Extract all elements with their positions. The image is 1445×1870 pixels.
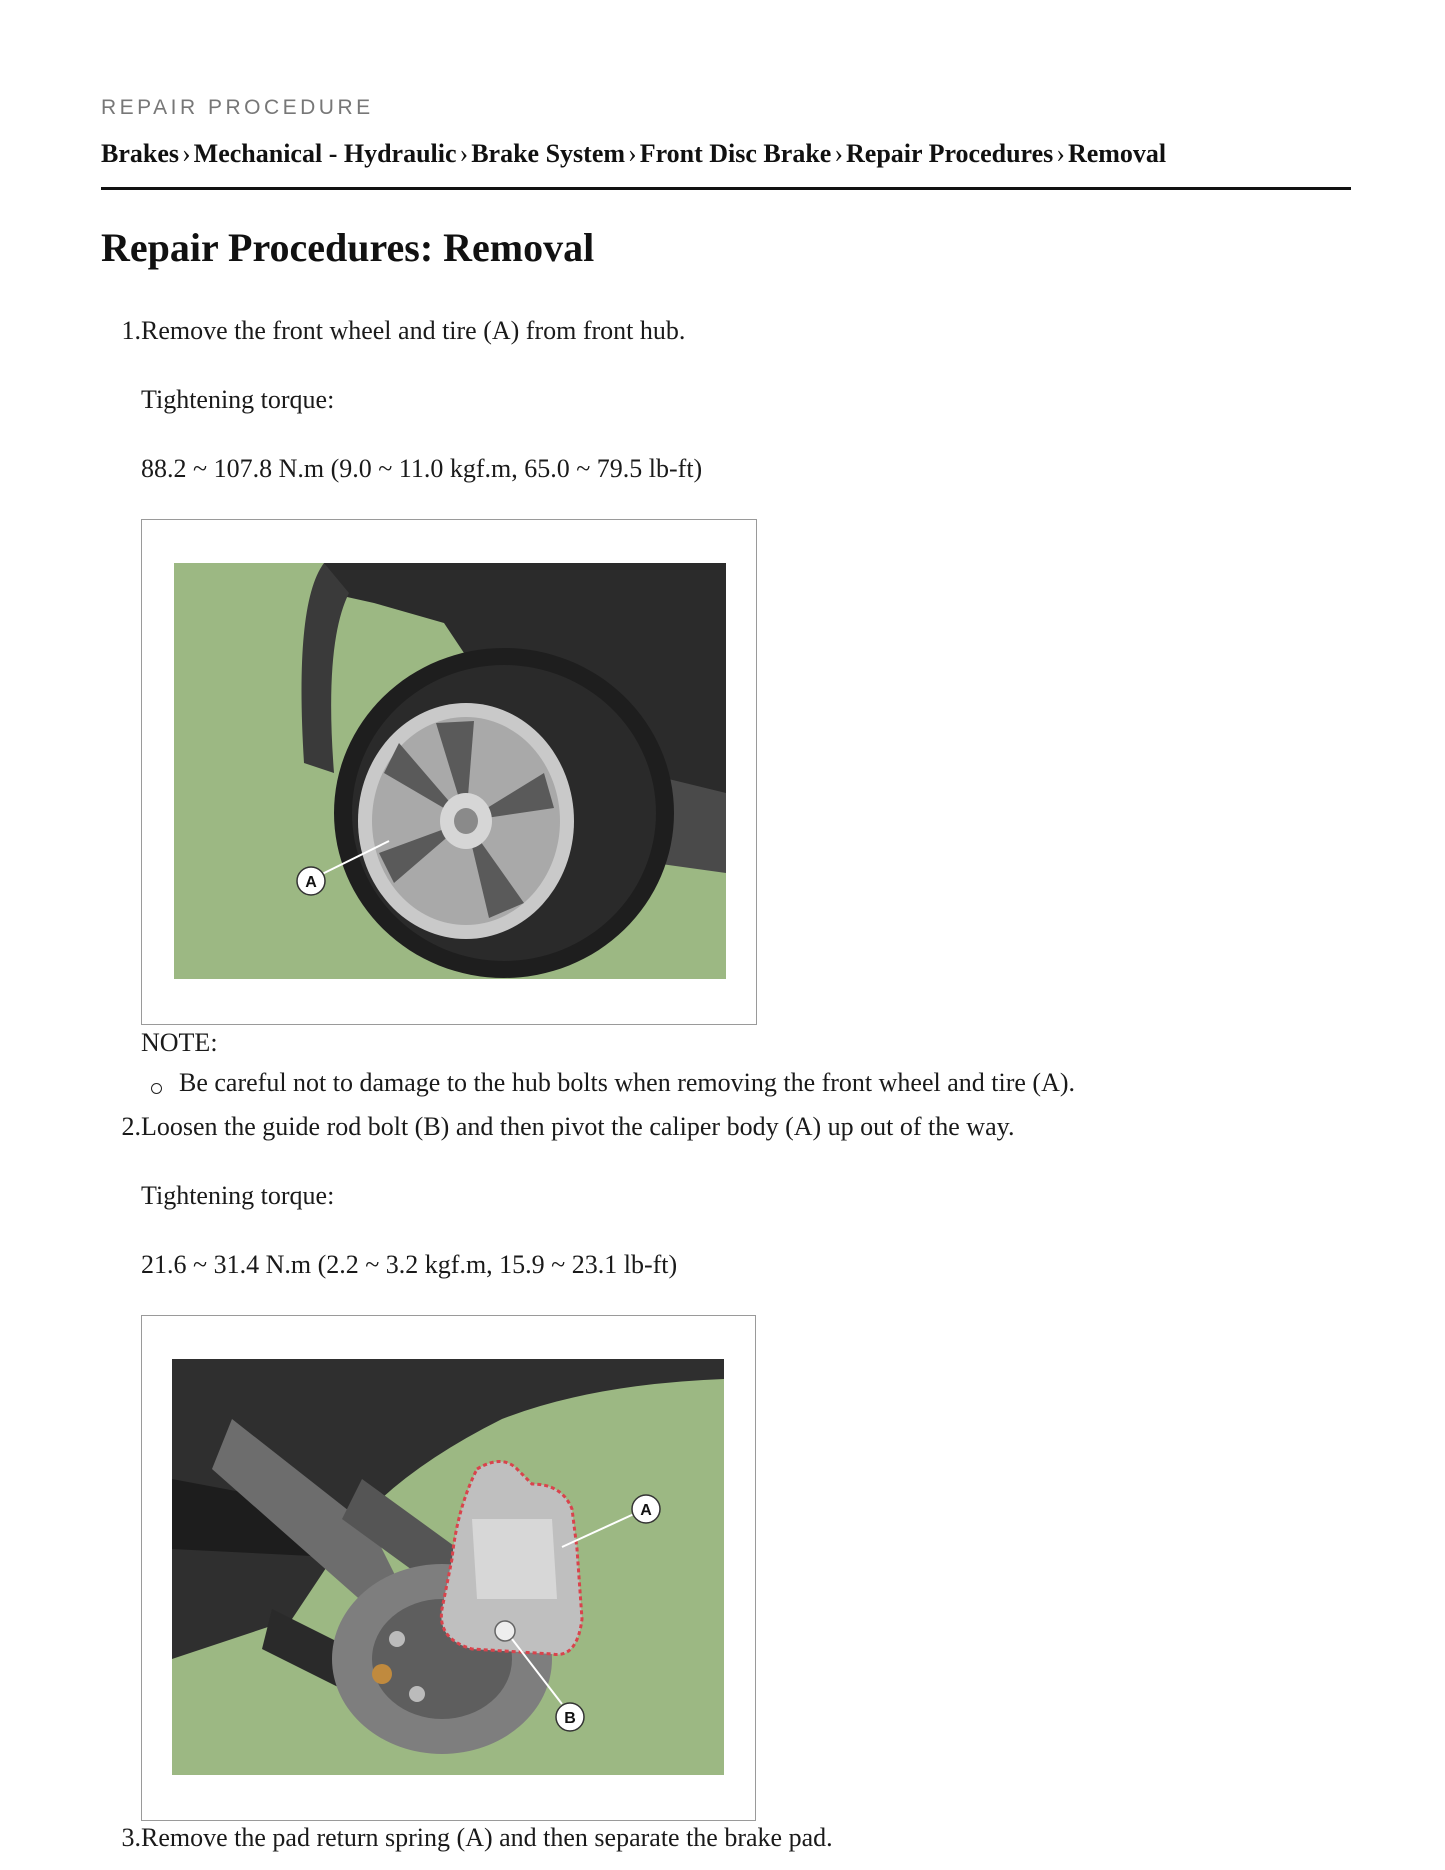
section-kicker: REPAIR PROCEDURE <box>101 96 374 119</box>
breadcrumb-item-brake-system[interactable]: Brake System <box>471 139 626 168</box>
step-text: Remove the front wheel and tire (A) from front hub. <box>141 316 686 345</box>
bullet-icon <box>151 1083 162 1094</box>
callout-label: A <box>640 1502 652 1519</box>
torque-label: Tightening torque: <box>141 1181 335 1210</box>
note-label: NOTE: <box>141 1028 218 1057</box>
caliper-illustration <box>172 1359 724 1775</box>
header-divider <box>101 187 1351 190</box>
breadcrumb-separator: › <box>1056 139 1065 168</box>
breadcrumb-separator: › <box>834 139 843 168</box>
torque-value: 21.6 ~ 31.4 N.m (2.2 ~ 3.2 kgf.m, 15.9 ~ 23.1 lb-ft) <box>141 1250 678 1279</box>
callout-label: B <box>564 1710 576 1727</box>
step-number: 3. <box>121 1823 141 1852</box>
step-number: 1. <box>121 316 141 345</box>
torque-value: 88.2 ~ 107.8 N.m (9.0 ~ 11.0 kgf.m, 65.0 ~ 79.5 lb-ft) <box>141 454 703 483</box>
breadcrumb-item-brakes[interactable]: Brakes <box>101 139 179 168</box>
breadcrumb-separator: › <box>182 139 191 168</box>
breadcrumb <box>101 139 1351 169</box>
note-item: Be careful not to damage to the hub bolts when removing the front wheel and tire (A). <box>179 1068 1076 1097</box>
torque-label: Tightening torque: <box>141 385 335 414</box>
callout-label: A <box>305 874 317 891</box>
step-number: 2. <box>121 1112 141 1141</box>
page-title: Repair Procedures: Removal <box>101 225 595 270</box>
breadcrumb-item-removal[interactable]: Removal <box>1067 139 1167 168</box>
breadcrumb-item-mechanical-hydraulic[interactable]: Mechanical - Hydraulic <box>193 139 457 168</box>
breadcrumb-item-repair-procedures[interactable]: Repair Procedures <box>846 139 1054 168</box>
wheel-tire-illustration <box>174 563 726 979</box>
step-text: Remove the pad return spring (A) and then separate the brake pad. <box>141 1823 833 1852</box>
breadcrumb-item-front-disc-brake[interactable]: Front Disc Brake <box>639 139 832 168</box>
wheel-tire-figure <box>141 519 757 1025</box>
breadcrumb-separator: › <box>628 139 637 168</box>
caliper-figure <box>141 1315 756 1821</box>
breadcrumb-separator: › <box>459 139 469 168</box>
step-text: Loosen the guide rod bolt (B) and then pivot the caliper body (A) up out of the way. <box>141 1112 1015 1141</box>
